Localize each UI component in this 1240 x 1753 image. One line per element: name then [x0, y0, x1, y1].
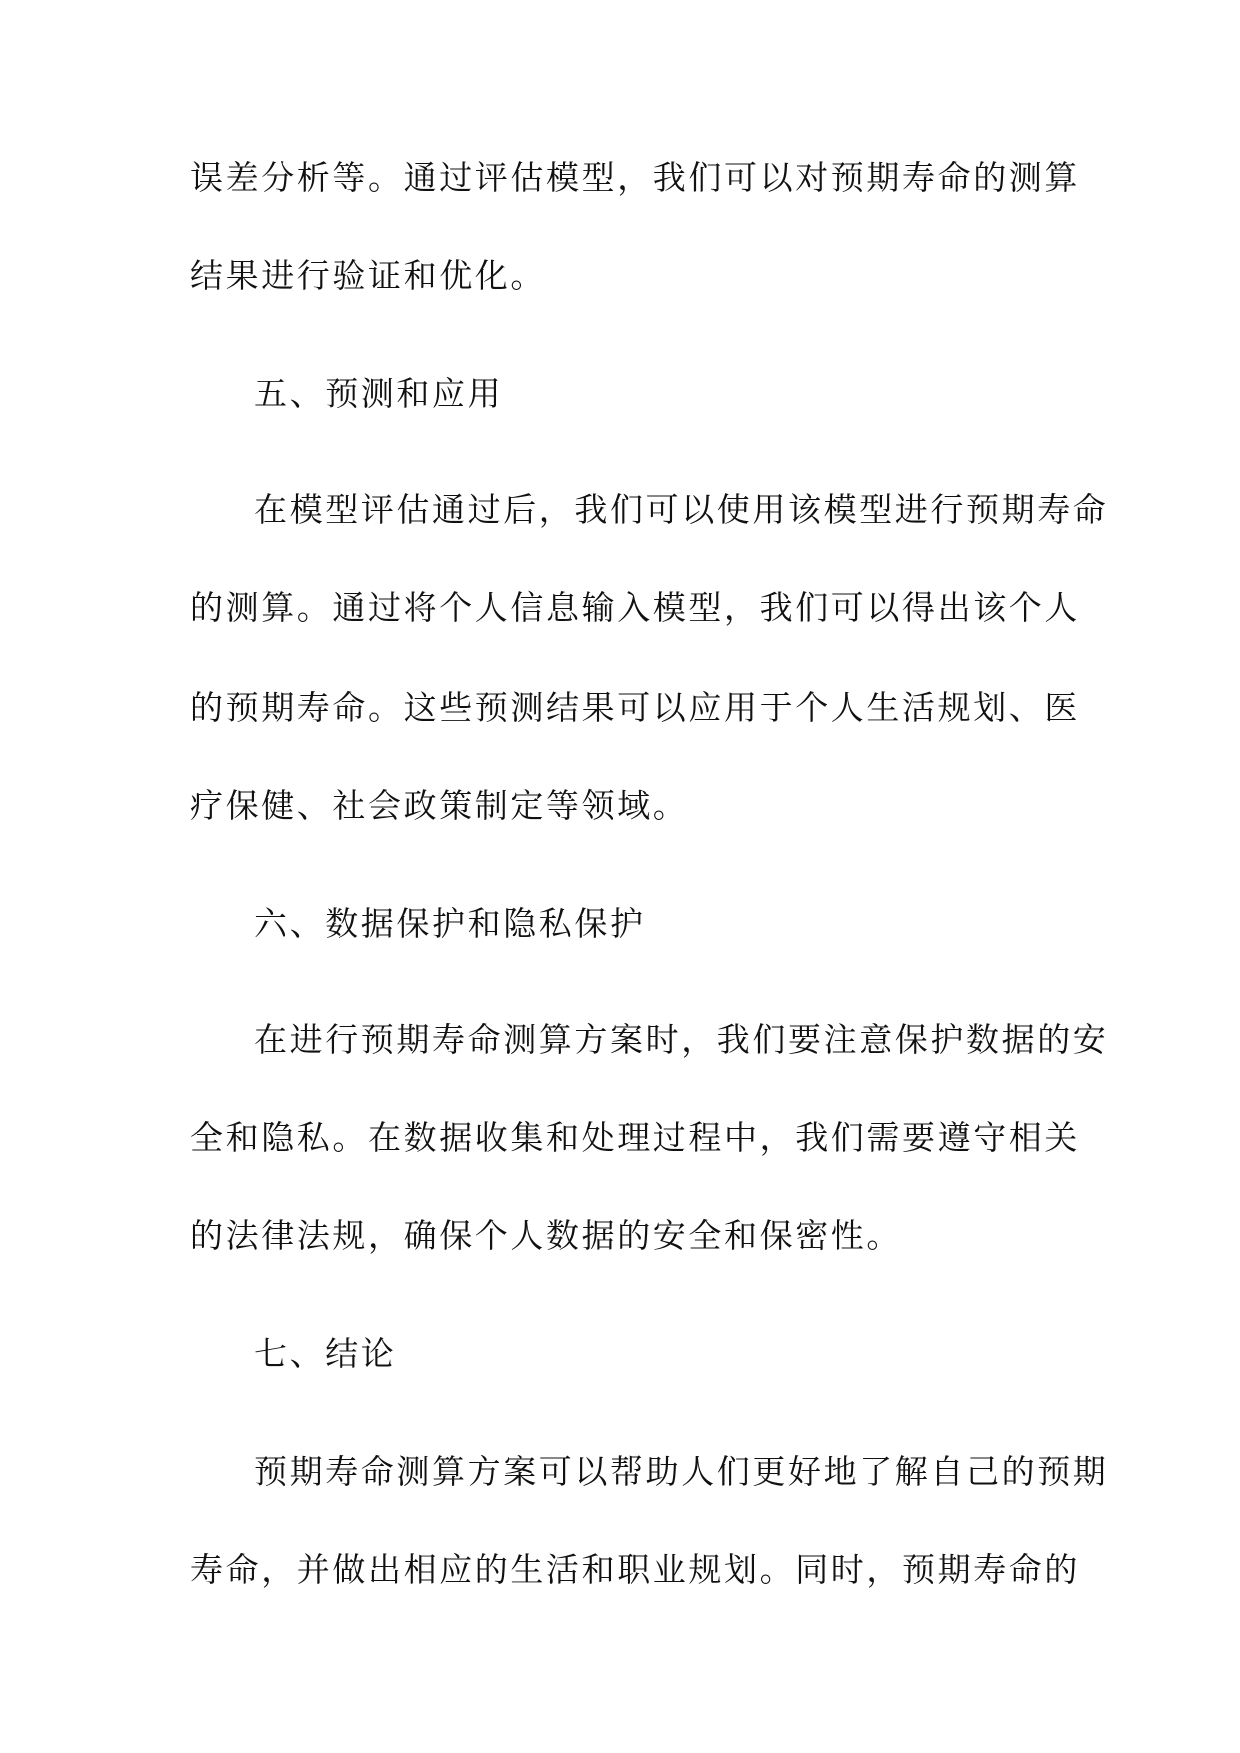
body-text-line: 误差分析等。通过评估模型，我们可以对预期寿命的测算 [190, 158, 1080, 197]
body-text-line: 结果进行验证和优化。 [190, 256, 546, 295]
section-heading: 六、数据保护和隐私保护 [254, 904, 646, 943]
body-text-line: 预期寿命测算方案可以帮助人们更好地了解自己的预期 [254, 1452, 1109, 1491]
body-text-line: 在进行预期寿命测算方案时，我们要注意保护数据的安 [254, 1020, 1109, 1059]
body-text-line: 疗保健、社会政策制定等领域。 [190, 786, 689, 825]
body-text-line: 寿命，并做出相应的生活和职业规划。同时，预期寿命的 [190, 1550, 1080, 1589]
body-text-line: 的预期寿命。这些预测结果可以应用于个人生活规划、医 [190, 688, 1080, 727]
section-heading: 五、预测和应用 [254, 374, 504, 413]
body-text-line: 的测算。通过将个人信息输入模型，我们可以得出该个人 [190, 588, 1080, 627]
body-text-line: 在模型评估通过后，我们可以使用该模型进行预期寿命 [254, 490, 1109, 529]
body-text-line: 的法律法规，确保个人数据的安全和保密性。 [190, 1216, 902, 1255]
section-heading: 七、结论 [254, 1334, 397, 1373]
body-text-line: 全和隐私。在数据收集和处理过程中，我们需要遵守相关 [190, 1118, 1080, 1157]
